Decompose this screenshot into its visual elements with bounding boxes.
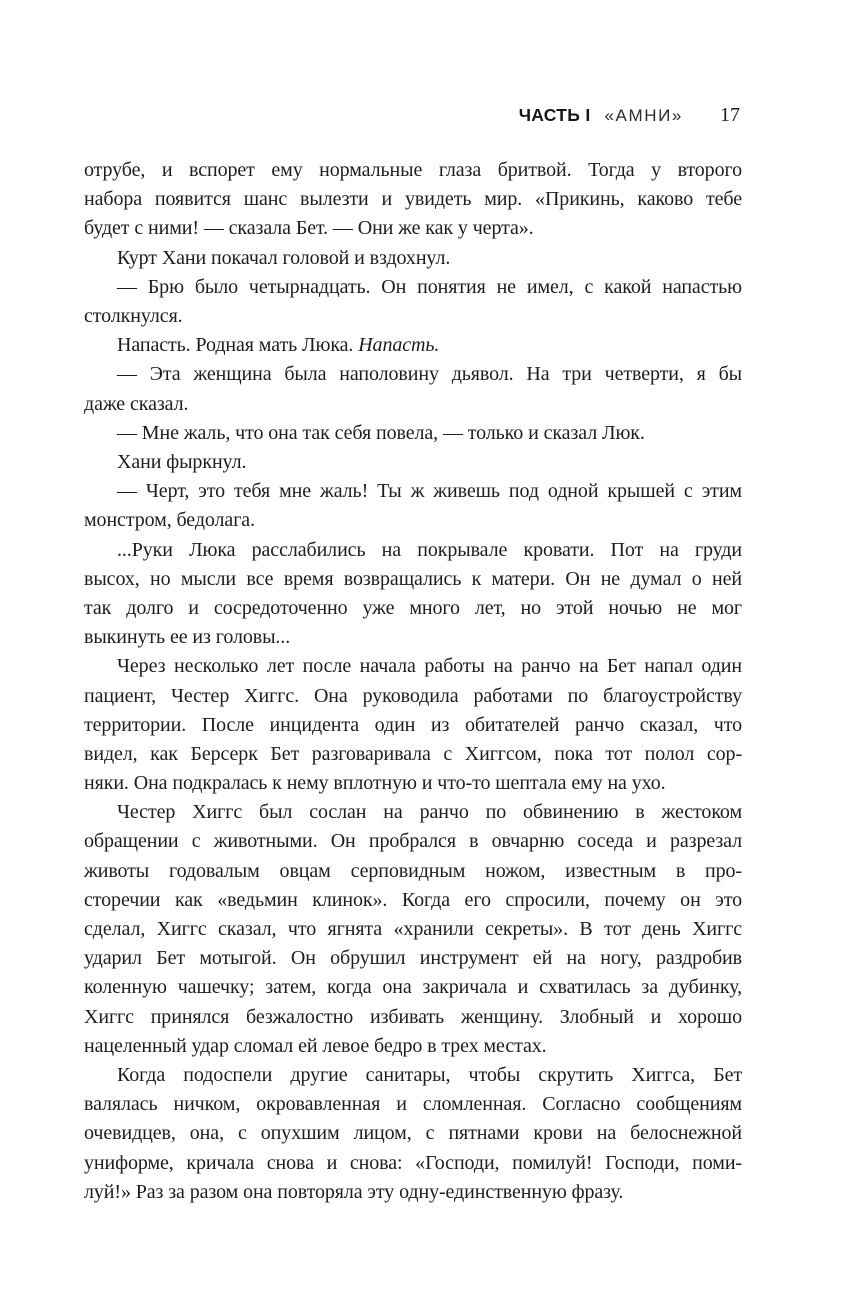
part-title: «АМНИ» [604,106,683,125]
text-line: очевидцев, она, с опухшим лицом, с пятнами крови на белоснежной [84,1122,742,1145]
text-line: нацеленный удар сломал ей левое бедро в трех местах. [84,1034,547,1057]
text-line: сделал, Хиггс сказал, что ягнята «хранили секреты». В тот день Хиггс [84,918,742,941]
paragraph [84,360,742,418]
text-line: Через несколько лет после начала работы на ранчо на Бет напал один [117,655,742,678]
text-line: будет с ними! — сказала Бет. — Они же как у черта». [84,217,534,240]
part-label: ЧАСТЬ I [518,105,591,125]
text-line: униформе, кричала снова и снова: «Господи, помилуй! Господи, поми- [84,1151,742,1174]
text-line: территории. После инцидента один из обитателей ранчо сказал, что [84,713,742,736]
paragraph [84,448,742,477]
text-line: луй!» Раз за разом она повторяла эту одну-единственную фразу. [84,1180,624,1203]
text-line: выкинуть ее из головы... [84,626,291,649]
plain-text: Напасть. Родная мать Люка. [117,334,359,357]
text-line: пациент, Честер Хиггс. Она руководила работами по благоустройству [84,684,742,707]
text-line: коленную чашечку; затем, когда она закричала и схватилась за дубинку, [84,976,742,999]
text-line: — Черт, это тебя мне жаль! Ты ж живешь под одной крышей с этим [117,480,742,503]
text-line: даже сказал. [84,392,189,415]
text-line: сторечии как «ведьмин клинок». Когда его спросили, почему он это [84,888,742,911]
paragraph [84,156,742,244]
text-line: — Эта женщина была наполовину дьявол. На три четверти, я бы [117,363,742,386]
text-line: обращении с животными. Он пробрался в овчарню соседа и разрезал [84,830,742,853]
running-header [84,104,740,127]
text-line: ...Руки Люка расслабились на покрывале кровати. Пот на груди [117,538,742,561]
paragraph [84,273,742,331]
paragraph [84,798,742,1061]
text-line: животы годовалым овцам серповидным ножом, известным в про- [84,859,742,882]
text-line: Хиггс принялся безжалостно избивать женщину. Злобный и хорошо [84,1005,742,1028]
text-line: валялась ничком, окровавленная и сломленная. Согласно сообщениям [84,1093,742,1116]
italic-text: Напасть. [358,334,440,357]
text-line: монстром, бедолага. [84,509,255,532]
paragraph [84,652,742,798]
page-number: 17 [720,104,740,126]
text-line: Курт Хани покачал головой и вздохнул. [117,246,451,269]
text-line: столкнулся. [84,304,183,327]
paragraph [84,477,742,535]
text-line: — Мне жаль, что она так себя повела, — только и сказал Люк. [117,421,645,444]
paragraph [84,536,742,653]
text-line: отрубе, и вспорет ему нормальные глаза бритвой. Тогда у второго [84,159,742,181]
text-line [84,331,742,360]
text-line: Хани фыркнул. [117,450,247,473]
text-line: — Брю было четырнадцать. Он понятия не имел, с какой напастью [117,275,742,298]
paragraph [84,331,742,360]
text-line: ударил Бет мотыгой. Он обрушил инструмент ей на ногу, раздробив [84,947,742,970]
text-line: Честер Хиггс был сослан на ранчо по обвинению в жестоком [117,801,742,824]
text-line: набора появится шанс вылезти и увидеть мир. «Прикинь, каково тебе [84,188,742,211]
paragraph [84,244,742,273]
paragraph [84,419,742,448]
body-text [84,156,742,1207]
text-line: так долго и сосредоточенно уже много лет, но этой ночью не мог [84,596,742,619]
text-line: Когда подоспели другие санитары, чтобы скрутить Хиггса, Бет [117,1063,742,1086]
text-line: высох, но мысли все время возвращались к матери. Он не думал о ней [84,567,742,590]
text-line: няки. Она подкралась к нему вплотную и что-то шептала ему на ухо. [84,772,666,795]
paragraph [84,1061,742,1207]
text-line: видел, как Берсерк Бет разговаривала с Хиггсом, пока тот полол сор- [84,742,742,765]
